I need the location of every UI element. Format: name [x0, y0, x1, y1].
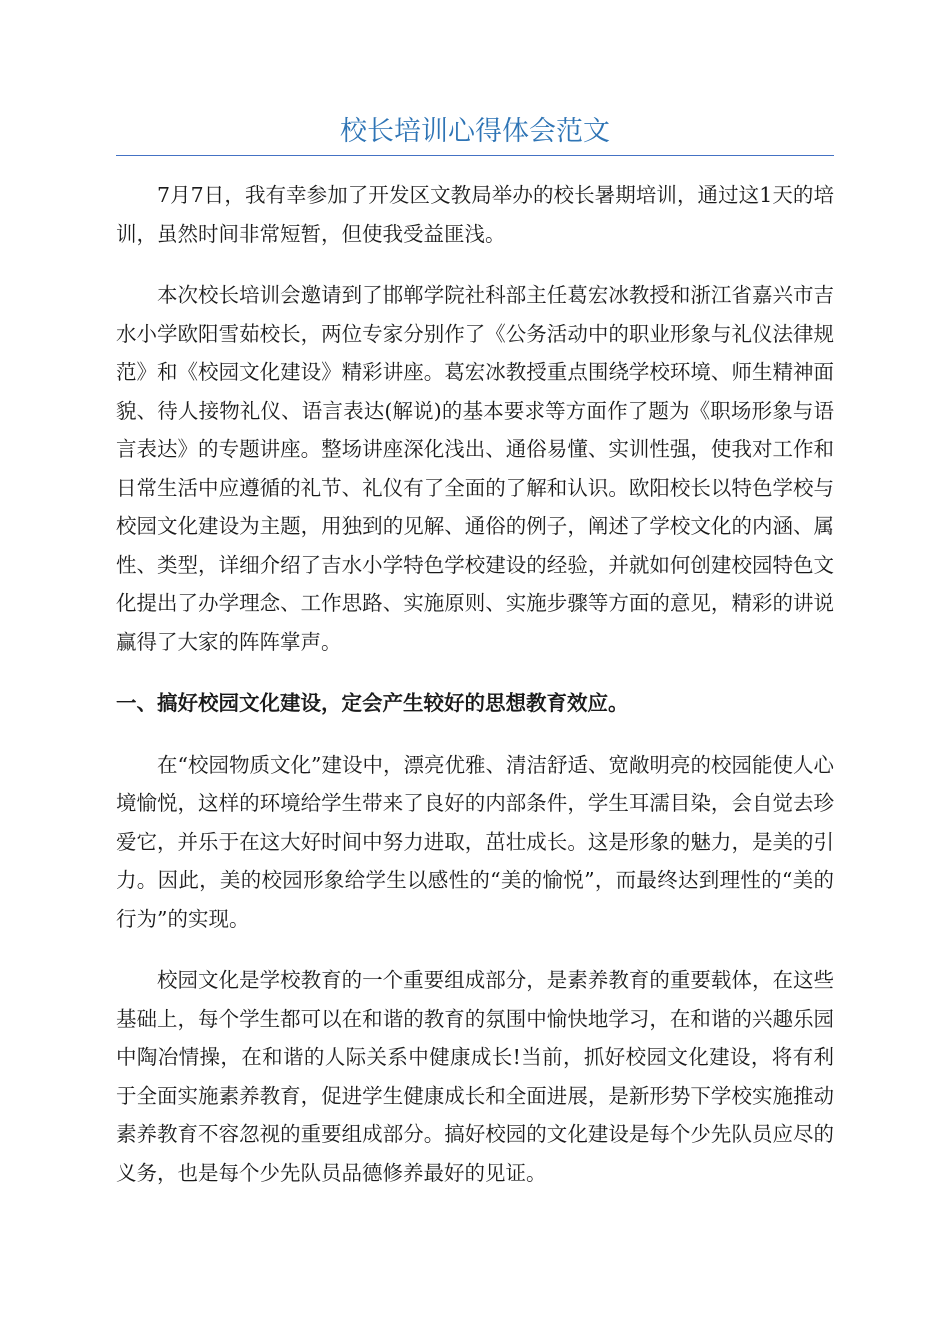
campus-culture-importance-paragraph: 校园文化是学校教育的一个重要组成部分，是素养教育的重要载体，在这些基础上，每个学生都可以在和谐的教育的氛围中愉快地学习，在和谐的兴趣乐园中陶冶情操，在和谐的人际关系中健康成长!当前，抓好校园文化建设，将有利于全面实施素养教育，促进学生健康成长和全面进展，是新形势下学校实施推动素养教育不容忽视的重要组成部分。搞好校园的文化建设是每个少先队员应尽的义务，也是每个少先队员品德修养最好的见证。 [116, 968, 834, 1185]
intro-paragraph: 7月7日，我有幸参加了开发区文教局举办的校长暑期培训，通过这1天的培训，虽然时间非常短暂，但使我受益匪浅。 [116, 183, 834, 246]
document-body [116, 176, 834, 1215]
document-title: 校长培训心得体会范文 [340, 116, 610, 147]
section-heading: 一、搞好校园文化建设，定会产生较好的思想教育效应。 [116, 691, 629, 715]
lecture-summary-paragraph: 本次校长培训会邀请到了邯郸学院社科部主任葛宏冰教授和浙江省嘉兴市吉水小学欧阳雪茹校长，两位专家分别作了《公务活动中的职业形象与礼仪法律规范》和《校园文化建设》精彩讲座。葛宏冰教授重点围绕学校环境、师生精神面貌、待人接物礼仪、语言表达(解说)的基本要求等方面作了题为《职场形象与语言表达》的专题讲座。整场讲座深化浅出、通俗易懂、实训性强，使我对工作和日常生活中应遵循的礼节、礼仪有了全面的了解和认识。欧阳校长以特色学校与校园文化建设为主题，用独到的见解、通俗的例子，阐述了学校文化的内涵、属性、类型，详细介绍了吉水小学特色学校建设的经验，并就如何创建校园特色文化提出了办学理念、工作思路、实施原则、实施步骤等方面的意见，精彩的讲说赢得了大家的阵阵掌声。 [116, 283, 834, 654]
title-underline [116, 155, 834, 156]
campus-material-culture-paragraph: 在“校园物质文化”建设中，漂亮优雅、清洁舒适、宽敞明亮的校园能使人心境愉悦，这样的环境给学生带来了良好的内部条件，学生耳濡目染，会自觉去珍爱它，并乐于在这大好时间中努力进取，茁壮成长。这是形象的魅力，是美的引力。因此，美的校园形象给学生以感性的“美的愉悦”，而最终达到理性的“美的行为”的实现。 [116, 752, 834, 931]
